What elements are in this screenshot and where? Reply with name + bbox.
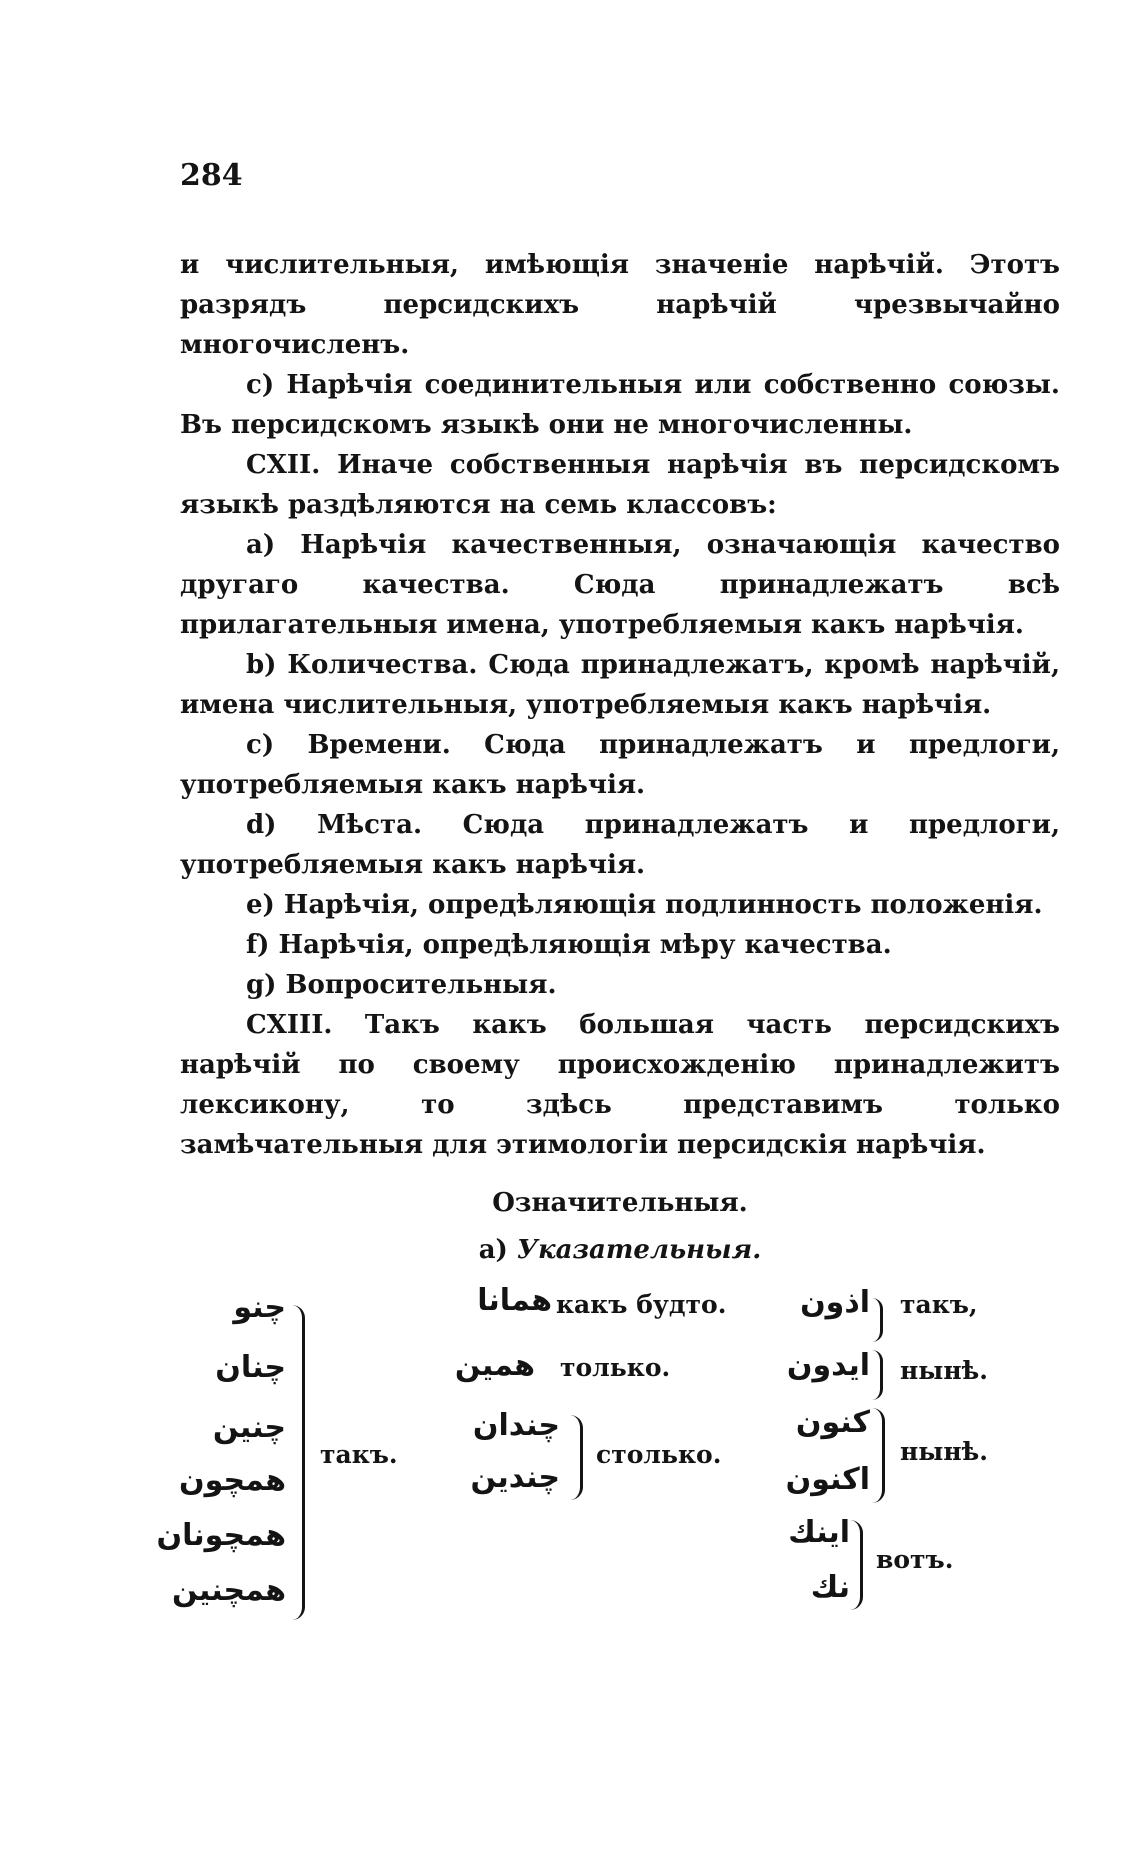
section-heading: Означительныя. xyxy=(492,1188,748,1218)
paragraph-e-authenticity: e) Нарѣчія, опредѣляющія подлинность положенія. xyxy=(246,890,1043,920)
persian-word: چنان xyxy=(215,1350,286,1385)
paragraph-g-interrogative: g) Вопросительныя. xyxy=(246,970,557,1000)
gloss-text: такъ. xyxy=(320,1440,398,1469)
brace xyxy=(292,1305,305,1620)
persian-word: كنون xyxy=(795,1405,870,1440)
paragraph-c-conjunctions: c) Нарѣчія соединительныя или собственно союзы. Въ персидскомъ языкѣ они не многочисленны. xyxy=(180,370,1060,440)
brace xyxy=(570,1415,583,1500)
persian-word: همچونان xyxy=(156,1518,286,1553)
persian-word: همچنين xyxy=(171,1573,286,1608)
persian-word: همين xyxy=(454,1348,535,1383)
paragraph-a-qualitative: a) Нарѣчія качественныя, означающія качество другаго качества. Сюда принадлежатъ всѣ прилагательныя имена, употребляемыя какъ нарѣчія. xyxy=(180,530,1060,640)
page-number: 284 xyxy=(180,158,243,193)
brace xyxy=(872,1350,883,1400)
paragraph-f-measure: f) Нарѣчія, опредѣляющія мѣру качества. xyxy=(246,930,892,960)
gloss-text: какъ будто. xyxy=(556,1290,727,1319)
gloss-text: вотъ. xyxy=(876,1545,954,1574)
persian-word: چندين xyxy=(470,1460,560,1495)
paragraph-section-113: CXIII. Такъ какъ большая часть персидскихъ нарѣчій по своему происхожденію принадлежитъ лексикону, то здѣсь представимъ только замѣчательныя для этимологіи персидскія нарѣчія. xyxy=(180,1010,1060,1160)
persian-word: اذون xyxy=(800,1285,870,1320)
body-text xyxy=(180,245,1060,1165)
persian-word: اكنون xyxy=(785,1462,870,1497)
paragraph-d-place: d) Мѣста. Сюда принадлежатъ и предлоги, употребляемыя какъ нарѣчія. xyxy=(180,810,1060,880)
brace xyxy=(872,1408,885,1503)
paragraph-c-time: c) Времени. Сюда принадлежатъ и предлоги, употребляемыя какъ нарѣчія. xyxy=(180,730,1060,800)
paragraph-continuation: и числительныя, имѣющія значеніе нарѣчій. Этотъ разрядъ персидскихъ нарѣчій чрезвычайно многочисленъ. xyxy=(180,250,1060,360)
persian-word: اينك xyxy=(788,1515,850,1550)
persian-word: همانا xyxy=(477,1283,552,1318)
gloss-text: нынѣ. xyxy=(900,1437,988,1466)
persian-word: ايدون xyxy=(786,1348,870,1383)
brace xyxy=(872,1298,883,1342)
subsection-heading xyxy=(180,1230,1060,1270)
persian-word: چنين xyxy=(212,1410,286,1445)
gloss-text: только. xyxy=(560,1353,671,1382)
brace xyxy=(850,1520,863,1610)
persian-word: همچون xyxy=(179,1463,286,1498)
persian-word: چنو xyxy=(233,1290,286,1325)
subsection-title: Указательныя. xyxy=(516,1235,762,1265)
gloss-text: такъ, xyxy=(900,1290,978,1319)
persian-word: نك xyxy=(810,1570,850,1605)
paragraph-section-112: CXII. Иначе собственныя нарѣчія въ персидскомъ языкѣ раздѣляются на семь классовъ: xyxy=(180,450,1060,520)
gloss-text: столько. xyxy=(596,1440,722,1469)
gloss-text: нынѣ. xyxy=(900,1356,988,1385)
subsection-letter: a) xyxy=(478,1235,508,1265)
paragraph-b-quantity: b) Количества. Сюда принадлежатъ, кромѣ нарѣчій, имена числительныя, употребляемыя какъ нарѣчія. xyxy=(180,650,1060,720)
persian-word: چندان xyxy=(472,1408,560,1443)
